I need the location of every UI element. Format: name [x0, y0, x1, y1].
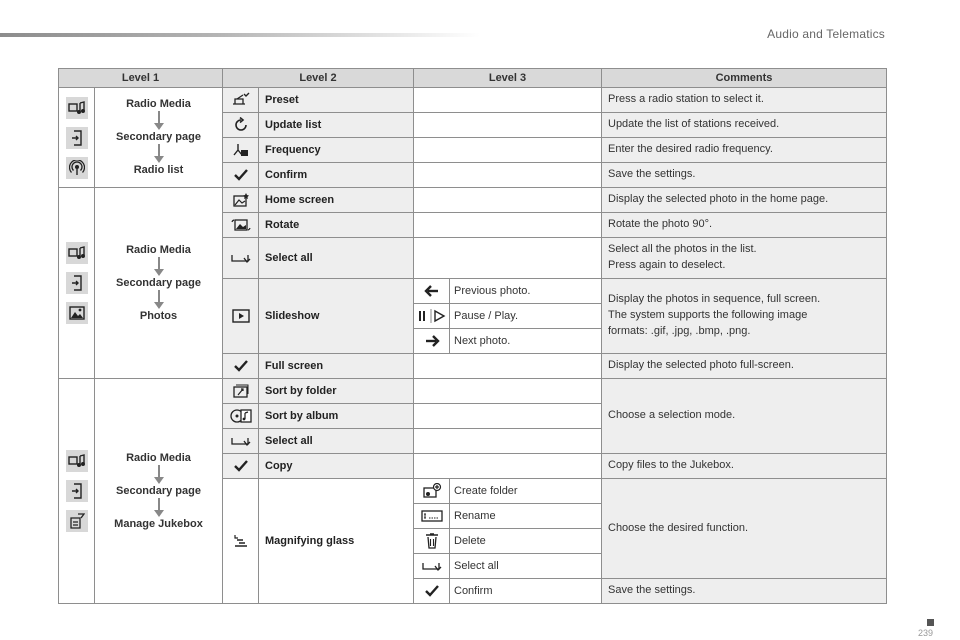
col-header-comments: Comments — [602, 69, 887, 88]
radio-media-icon — [66, 242, 88, 264]
radio-media-icon — [66, 450, 88, 472]
comment-line: Display the photos in sequence, full screen. — [608, 293, 821, 306]
level2-label[interactable]: Copy — [259, 454, 414, 479]
level1-icons-cell — [59, 188, 95, 379]
level3-empty-cell — [414, 88, 602, 113]
update-list-icon[interactable] — [223, 113, 259, 138]
page-marker — [927, 619, 934, 626]
rename-icon[interactable] — [414, 504, 450, 529]
level3-label[interactable]: Create folder — [450, 479, 602, 504]
delete-icon[interactable] — [414, 529, 450, 554]
path-node: Secondary page — [116, 131, 201, 143]
sort-album-icon[interactable] — [223, 404, 259, 429]
header-gradient-rule — [0, 33, 480, 37]
level3-label[interactable]: Select all — [450, 554, 602, 579]
pause-play-icon[interactable] — [414, 304, 450, 329]
flow-arrow-down-icon — [152, 144, 166, 164]
col-header-level3: Level 3 — [414, 69, 602, 88]
level2-label[interactable]: Slideshow — [259, 279, 414, 354]
level1-path-cell — [95, 379, 223, 604]
radio-media-icon — [66, 97, 88, 119]
comment-cell: Rotate the photo 90°. — [602, 213, 887, 238]
level3-label[interactable]: Pause / Play. — [450, 304, 602, 329]
confirm-check-icon[interactable] — [223, 354, 259, 379]
level3-empty-cell — [414, 238, 602, 279]
radio-list-icon — [66, 157, 88, 179]
previous-icon[interactable] — [414, 279, 450, 304]
level3-label[interactable]: Previous photo. — [450, 279, 602, 304]
comment-cell: Update the list of stations received. — [602, 113, 887, 138]
preset-icon[interactable] — [223, 88, 259, 113]
path-node: Secondary page — [116, 276, 201, 289]
slideshow-icon[interactable] — [223, 279, 259, 354]
frequency-icon[interactable] — [223, 138, 259, 163]
table-header-row — [59, 69, 887, 88]
level3-empty-cell — [414, 113, 602, 138]
comment-cell — [602, 279, 887, 354]
level3-empty-cell — [414, 163, 602, 188]
comment-cell: Choose the desired function. — [602, 479, 887, 579]
level2-label[interactable]: Rotate — [259, 213, 414, 238]
create-folder-icon[interactable] — [414, 479, 450, 504]
level1-icons-cell — [59, 379, 95, 604]
level3-empty-cell — [414, 404, 602, 429]
level1-path-cell — [95, 188, 223, 379]
level2-label[interactable]: Confirm — [259, 163, 414, 188]
comment-cell: Choose a selection mode. — [602, 379, 887, 454]
flow-arrow-down-icon — [152, 498, 166, 518]
confirm-check-icon[interactable] — [414, 579, 450, 604]
comment-cell — [602, 238, 887, 279]
select-all-icon[interactable] — [414, 554, 450, 579]
level3-label[interactable]: Confirm — [450, 579, 602, 604]
level1-icons-cell — [59, 88, 95, 188]
col-header-level2: Level 2 — [223, 69, 414, 88]
select-all-icon[interactable] — [223, 238, 259, 279]
confirm-check-icon[interactable] — [223, 163, 259, 188]
level3-empty-cell — [414, 138, 602, 163]
level3-label[interactable]: Rename — [450, 504, 602, 529]
level2-label[interactable]: Full screen — [259, 354, 414, 379]
comment-cell: Save the settings. — [602, 579, 887, 604]
confirm-check-icon[interactable] — [223, 454, 259, 479]
level2-label[interactable]: Magnifying glass — [259, 479, 414, 604]
path-node: Radio Media — [126, 98, 191, 110]
menu-table — [58, 68, 887, 604]
comment-cell: Display the selected photo in the home page. — [602, 188, 887, 213]
level3-empty-cell — [414, 188, 602, 213]
flow-arrow-down-icon — [152, 111, 166, 131]
home-screen-icon[interactable] — [223, 188, 259, 213]
page-number: 239 — [918, 628, 934, 638]
level3-empty-cell — [414, 354, 602, 379]
rotate-icon[interactable] — [223, 213, 259, 238]
flow-arrow-down-icon — [152, 257, 166, 277]
comment-line: Press again to deselect. — [608, 259, 726, 271]
manage-jukebox-icon — [66, 510, 88, 532]
level2-label[interactable]: Select all — [259, 238, 414, 279]
path-node: Radio Media — [126, 451, 191, 464]
table-row — [59, 379, 887, 404]
secondary-page-icon — [66, 480, 88, 502]
comment-line: The system supports the following image — [608, 309, 808, 322]
comment-cell: Save the settings. — [602, 163, 887, 188]
sort-folder-icon[interactable] — [223, 379, 259, 404]
level2-label[interactable]: Select all — [259, 429, 414, 454]
level2-label[interactable]: Home screen — [259, 188, 414, 213]
comment-cell: Press a radio station to select it. — [602, 88, 887, 113]
secondary-page-icon — [66, 127, 88, 149]
level1-path-cell — [95, 88, 223, 188]
level2-label[interactable]: Sort by folder — [259, 379, 414, 404]
secondary-page-icon — [66, 272, 88, 294]
select-all-icon[interactable] — [223, 429, 259, 454]
magnifying-glass-icon[interactable] — [223, 479, 259, 604]
level2-label[interactable]: Frequency — [259, 138, 414, 163]
flow-arrow-down-icon — [152, 465, 166, 485]
flow-arrow-down-icon — [152, 290, 166, 310]
level3-empty-cell — [414, 379, 602, 404]
path-node: Photos — [139, 309, 178, 322]
level2-label[interactable]: Preset — [259, 88, 414, 113]
level2-label[interactable]: Sort by album — [259, 404, 414, 429]
level3-label[interactable]: Next photo. — [450, 329, 602, 354]
level3-empty-cell — [414, 213, 602, 238]
comment-cell: Enter the desired radio frequency. — [602, 138, 887, 163]
path-node: Radio Media — [126, 243, 191, 256]
level3-empty-cell — [414, 429, 602, 454]
chapter-title: Audio and Telematics — [767, 27, 885, 41]
path-node: Secondary page — [116, 484, 201, 497]
comment-line: Select all the photos in the list. — [608, 243, 757, 256]
comment-cell: Copy files to the Jukebox. — [602, 454, 887, 479]
table-row — [59, 188, 887, 213]
next-icon[interactable] — [414, 329, 450, 354]
col-header-level1: Level 1 — [59, 69, 223, 88]
table-row — [59, 88, 887, 113]
level3-empty-cell — [414, 454, 602, 479]
level2-label[interactable]: Update list — [259, 113, 414, 138]
comment-cell: Display the selected photo full-screen. — [602, 354, 887, 379]
level3-label[interactable]: Delete — [450, 529, 602, 554]
comment-line: formats: .gif, .jpg, .bmp, .png. — [608, 324, 751, 337]
photos-icon — [66, 302, 88, 324]
path-node: Manage Jukebox — [114, 517, 203, 530]
path-node: Radio list — [133, 164, 184, 176]
